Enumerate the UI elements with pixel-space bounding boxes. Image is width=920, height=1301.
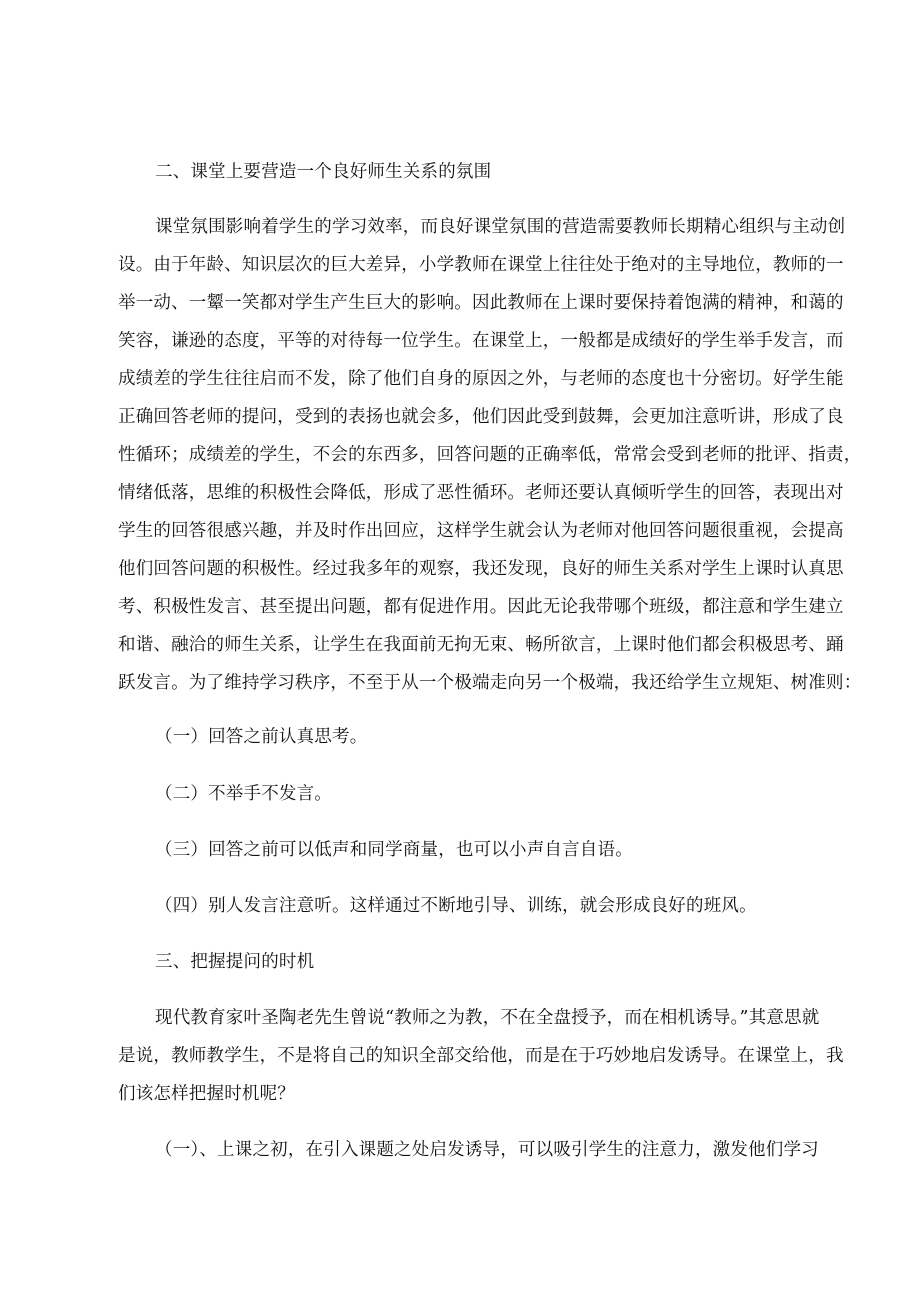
- paragraph-line: 是说，教师教学生，不是将自己的知识全部交给他，而是在于巧妙地启发诱导。在课堂上，我: [118, 1046, 844, 1066]
- rule-item-3: （三）回答之前可以低声和同学商量，也可以小声自言自语。: [155, 840, 633, 860]
- paragraph-line: 跃发言。为了维持学习秩序，不至于从一个极端走向另一个极端，我还给学生立规矩、树准则：: [118, 673, 862, 693]
- paragraph-line: 们该怎样把握时机呢？: [118, 1084, 295, 1104]
- section-heading-2: 二、课堂上要营造一个良好师生关系的氛围: [155, 162, 492, 182]
- paragraph-line: 成绩差的学生往往启而不发，除了他们自身的原因之外，与老师的态度也十分密切。好学生能: [118, 369, 844, 389]
- section-heading-3: 三、把握提问的时机: [155, 952, 315, 972]
- paragraph-line: 性循环；成绩差的学生，不会的东西多，回答问题的正确率低，常常会受到老师的批评、指责，: [118, 445, 862, 465]
- paragraph-line: 和谐、融洽的师生关系，让学生在我面前无拘无束、畅所欲言，上课时他们都会积极思考、踊: [118, 635, 844, 655]
- paragraph-line: 举一动、一颦一笑都对学生产生巨大的影响。因此教师在上课时要保持着饱满的精神，和蔼的: [118, 293, 844, 313]
- paragraph-line: 现代教育家叶圣陶老先生曾说“教师之为教，不在全盘授予，而在相机诱导。”其意思就: [155, 1008, 820, 1028]
- rule-item-2: （二）不举手不发言。: [155, 784, 332, 804]
- paragraph-line: 设。由于年龄、知识层次的巨大差异，小学教师在课堂上往往处于绝对的主导地位，教师的一: [118, 255, 844, 275]
- paragraph-line: 学生的回答很感兴趣，并及时作出回应，这样学生就会认为老师对他回答问题很重视，会提高: [118, 521, 844, 541]
- paragraph-line: 他们回答问题的积极性。经过我多年的观察，我还发现，良好的师生关系对学生上课时认真思: [118, 559, 844, 579]
- rule-item-1: （一）回答之前认真思考。: [155, 727, 368, 747]
- paragraph-line: 考、积极性发言、甚至提出问题，都有促进作用。因此无论我带哪个班级，都注意和学生建立: [118, 597, 844, 617]
- paragraph-line: （一）、上课之初，在引入课题之处启发诱导，可以吸引学生的注意力，激发他们学习: [155, 1140, 819, 1160]
- paragraph-line: 课堂氛围影响着学生的学习效率，而良好课堂氛围的营造需要教师长期精心组织与主动创: [155, 217, 846, 237]
- paragraph-line: 情绪低落，思维的积极性会降低，形成了恶性循环。老师还要认真倾听学生的回答，表现出对: [118, 483, 844, 503]
- rule-item-4: （四）别人发言注意听。这样通过不断地引导、训练，就会形成良好的班风。: [155, 896, 757, 916]
- paragraph-line: 笑容，谦逊的态度，平等的对待每一位学生。在课堂上，一般都是成绩好的学生举手发言，而: [118, 331, 844, 351]
- paragraph-line: 正确回答老师的提问，受到的表扬也就会多，他们因此受到鼓舞，会更加注意听讲，形成了良: [118, 407, 844, 427]
